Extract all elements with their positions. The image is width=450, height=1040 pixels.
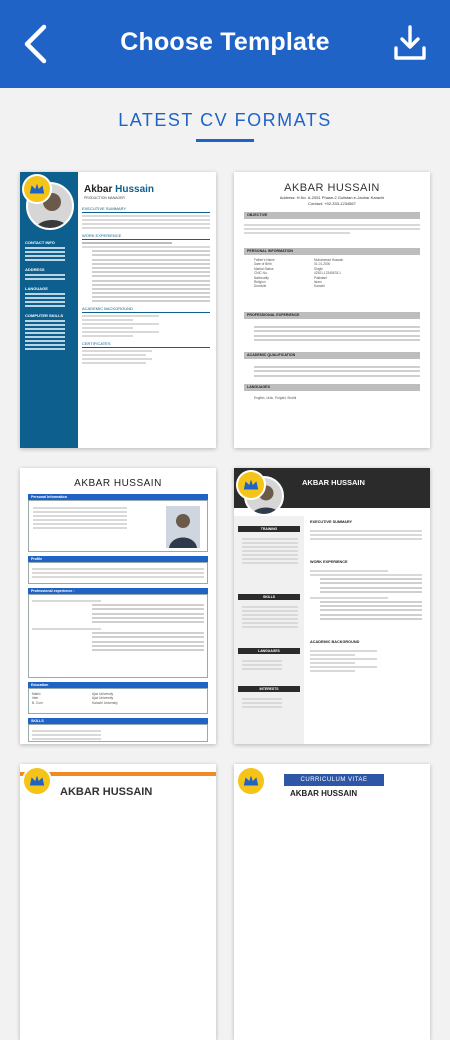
- template-card-5[interactable]: [20, 764, 216, 1040]
- template-card-4[interactable]: [234, 468, 430, 744]
- template-card-1[interactable]: [20, 172, 216, 448]
- section-header: INTERESTS: [238, 686, 300, 692]
- education-table: Matric Ajax University Inter Ajax University B. Com Karachi University: [28, 688, 208, 714]
- section-header: Personal Information: [28, 494, 208, 500]
- profile-photo: [166, 506, 200, 548]
- candidate-name: AKBAR HUSSAIN: [60, 786, 153, 798]
- template-card-2[interactable]: [234, 172, 430, 448]
- section-header: CERTIFICATES: [82, 341, 210, 348]
- section-header: WORK EXPERIENCE: [310, 560, 348, 564]
- section-header: PROFESSIONAL EXPERIENCE: [244, 312, 420, 319]
- candidate-name: AKBAR HUSSAIN: [284, 182, 380, 194]
- section-header: TRAINING: [238, 526, 300, 532]
- section-header: Professional experience :: [28, 588, 208, 594]
- section-header: OBJECTIVE: [244, 212, 420, 219]
- download-tray-icon: [392, 24, 428, 64]
- side-header: ADDRESS: [25, 266, 45, 272]
- section-header: ACADEMIC BACKGROUND: [310, 640, 360, 644]
- section-header: WORK EXPERIENCE: [82, 233, 210, 240]
- side-header: LANGUAGE: [25, 285, 48, 291]
- premium-crown-icon: [22, 766, 52, 796]
- premium-crown-icon: [236, 470, 266, 500]
- side-header: COMPUTER SKILLS: [25, 312, 64, 318]
- section-header: Profile: [28, 556, 208, 562]
- download-button[interactable]: [392, 24, 428, 64]
- section-header: LANGUAGES: [238, 648, 300, 654]
- candidate-contact: Contact: +92-333-1234567: [308, 201, 356, 206]
- page-title: Choose Template: [120, 28, 330, 56]
- section-header: SKILLS: [238, 594, 300, 600]
- candidate-title: PRODUCTION MANAGER: [84, 196, 125, 200]
- section-header: EXECUTIVE SUMMARY: [310, 520, 353, 524]
- candidate-name: AKBAR HUSSAIN: [290, 789, 358, 798]
- cv-banner: CURRICULUM VITAE: [284, 774, 384, 786]
- section-header: PERSONAL INFORMATION: [244, 248, 420, 255]
- candidate-address: Address: H.No. A-2051 Phase-2 Gulistan-e-Jauhar Karachi: [279, 195, 385, 200]
- candidate-name: Akbar Hussain: [84, 184, 155, 195]
- personal-info: Father's Name Muhammad Hussain Date of Birth 01-01-2000 Marital Status Single CNIC No. 42301-12345678-1 Nationality Pakistani Religion Islam Domicile Karachi: [254, 258, 344, 289]
- section-underline: [196, 139, 254, 142]
- section-header: Education: [28, 682, 208, 688]
- template-card-3[interactable]: [20, 468, 216, 744]
- premium-crown-icon: [236, 766, 266, 796]
- candidate-name: AKBAR HUSSAIN: [302, 478, 365, 487]
- section-header: EXECUTIVE SUMMARY: [82, 206, 210, 213]
- candidate-name: AKBAR HUSSAIN: [74, 478, 162, 489]
- section-title: LATEST CV FORMATS: [118, 110, 332, 130]
- section-header: SKILLS: [28, 718, 208, 724]
- section-header: LANGUAGES: [244, 384, 420, 391]
- template-card-6[interactable]: [234, 764, 430, 1040]
- section-header: ACADEMIC BACKGROUND: [82, 306, 210, 313]
- section-header: ACADEMIC QUALIFICATION: [244, 352, 420, 359]
- languages: English, Urdu, Punjabi, Sindhi: [254, 396, 297, 400]
- side-header: CONTACT INFO: [25, 240, 55, 245]
- premium-crown-icon: [22, 174, 52, 204]
- app-bar: [0, 0, 450, 88]
